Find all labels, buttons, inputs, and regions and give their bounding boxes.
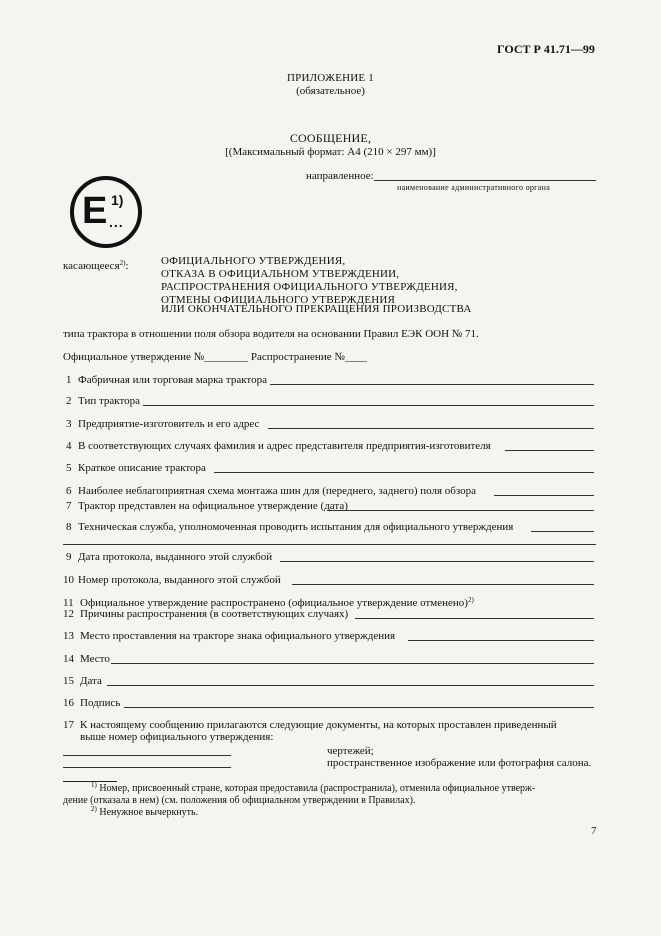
field-item: 17 К настоящему сообщению прилагаются следующие документы, на которых проставлен приведенный [63, 719, 557, 731]
field-item: 14 Место [63, 653, 110, 665]
field-item: 15 Дата [63, 675, 102, 687]
field-item: 7 Трактор представлен на официальное утверждение (дата) [66, 500, 348, 512]
footnote: $^{2)}$ Ненужное вычеркнуть. [91, 805, 199, 818]
approval-mark-sup: 1) [111, 192, 124, 208]
approval-mark-letter: E [82, 190, 108, 232]
field-line [408, 640, 594, 641]
field-item: 11 Официальное утверждение распространено (официальное утверждение отменено)$^{2)}$ [63, 596, 474, 609]
concerning-item: ОТКАЗА В ОФИЦИАЛЬНОМ УТВЕРЖДЕНИИ, [161, 268, 400, 280]
field-line [270, 384, 594, 385]
field-line [292, 584, 594, 585]
approval-mark-dots: ... [109, 214, 124, 230]
message-format: [(Максимальный формат: A4 (210 × 297 мм)] [225, 146, 436, 158]
field-line [107, 685, 594, 686]
field-item: 1 Фабричная или торговая марка трактора [66, 374, 267, 386]
attachment-line [63, 767, 231, 768]
concerning-label: касающееся$^{2)}$: [63, 259, 129, 272]
field-item: 16 Подпись [63, 697, 121, 709]
field-item-continuation: выше номер официального утверждения: [80, 731, 274, 743]
attachment-drawings: чертежей; [327, 745, 374, 757]
field-item: 10 Номер протокола, выданного этой службой [63, 574, 281, 586]
field-item: 3 Предприятие-изготовитель и его адрес [66, 418, 260, 430]
field-item: 9 Дата протокола, выданного этой службой [66, 551, 273, 563]
field-item: 2 Тип трактора [66, 395, 141, 407]
field-line [327, 510, 594, 511]
field-line [111, 663, 594, 664]
concerning-item: РАСПРОСТРАНЕНИЯ ОФИЦИАЛЬНОГО УТВЕРЖДЕНИЯ, [161, 281, 458, 293]
message-title: СООБЩЕНИЕ, [289, 131, 372, 145]
concerning-item: ИЛИ ОКОНЧАТЕЛЬНОГО ПРЕКРАЩЕНИЯ ПРОИЗВОДСТВА [161, 303, 472, 315]
standard-code: ГОСТ Р 41.71—99 [497, 42, 595, 56]
type-line: типа трактора в отношении поля обзора водителя на основании Правил ЕЭК ООН № 71. [63, 328, 479, 340]
footnote-rule [63, 781, 117, 782]
field-item: 13 Место проставления на тракторе знака официального утверждения [63, 630, 396, 642]
field-line [355, 618, 594, 619]
field-line [280, 561, 594, 562]
field-continuation-line [63, 544, 596, 545]
footnote: $^{1)}$ Номер, присвоенный стране, которая предоставила (распространила), отменила официальное утверж- [91, 781, 536, 794]
field-item: 8 Техническая служба, уполномоченная проводить испытания для официального утверждения [66, 521, 514, 533]
field-line [505, 450, 594, 451]
field-item: 12 Причины распространения (в соответствующих случаях) [63, 608, 349, 620]
field-line [124, 707, 594, 708]
field-item: 4 В соответствующих случаях фамилия и адрес представителя предприятия-изготовителя [66, 440, 491, 452]
appendix-subtitle: (обязательное) [296, 85, 365, 97]
field-line [268, 428, 594, 429]
directed-label: направленное: [306, 170, 374, 182]
field-item: 5 Краткое описание трактора [66, 462, 206, 474]
concerning-item: ОФИЦИАЛЬНОГО УТВЕРЖДЕНИЯ, [161, 255, 346, 267]
field-item: 6 Наиболее неблагоприятная схема монтажа шин для (переднего, заднего) поля обзора [66, 485, 477, 497]
field-line [494, 495, 594, 496]
attachment-line [63, 755, 231, 756]
directed-line [374, 180, 596, 181]
approval-number-line: Официальное утверждение №________ Распространение №____ [63, 351, 367, 363]
directed-caption: наименование административного органа [397, 183, 551, 192]
field-line [143, 405, 594, 406]
page-number: 7 [591, 825, 597, 837]
field-line [531, 531, 594, 532]
attachment-photos: пространственное изображение или фотография салона. [327, 757, 592, 769]
concerning-item: ОТМЕНЫ ОФИЦИАЛЬНОГО УТВЕРЖДЕНИЯ [161, 294, 396, 306]
field-line [214, 472, 594, 473]
footnote-continuation: дение (отказала в нем) (см. положения об официальном утверждении в Правилах). [63, 795, 416, 806]
appendix-title: ПРИЛОЖЕНИЕ 1 [287, 72, 374, 84]
